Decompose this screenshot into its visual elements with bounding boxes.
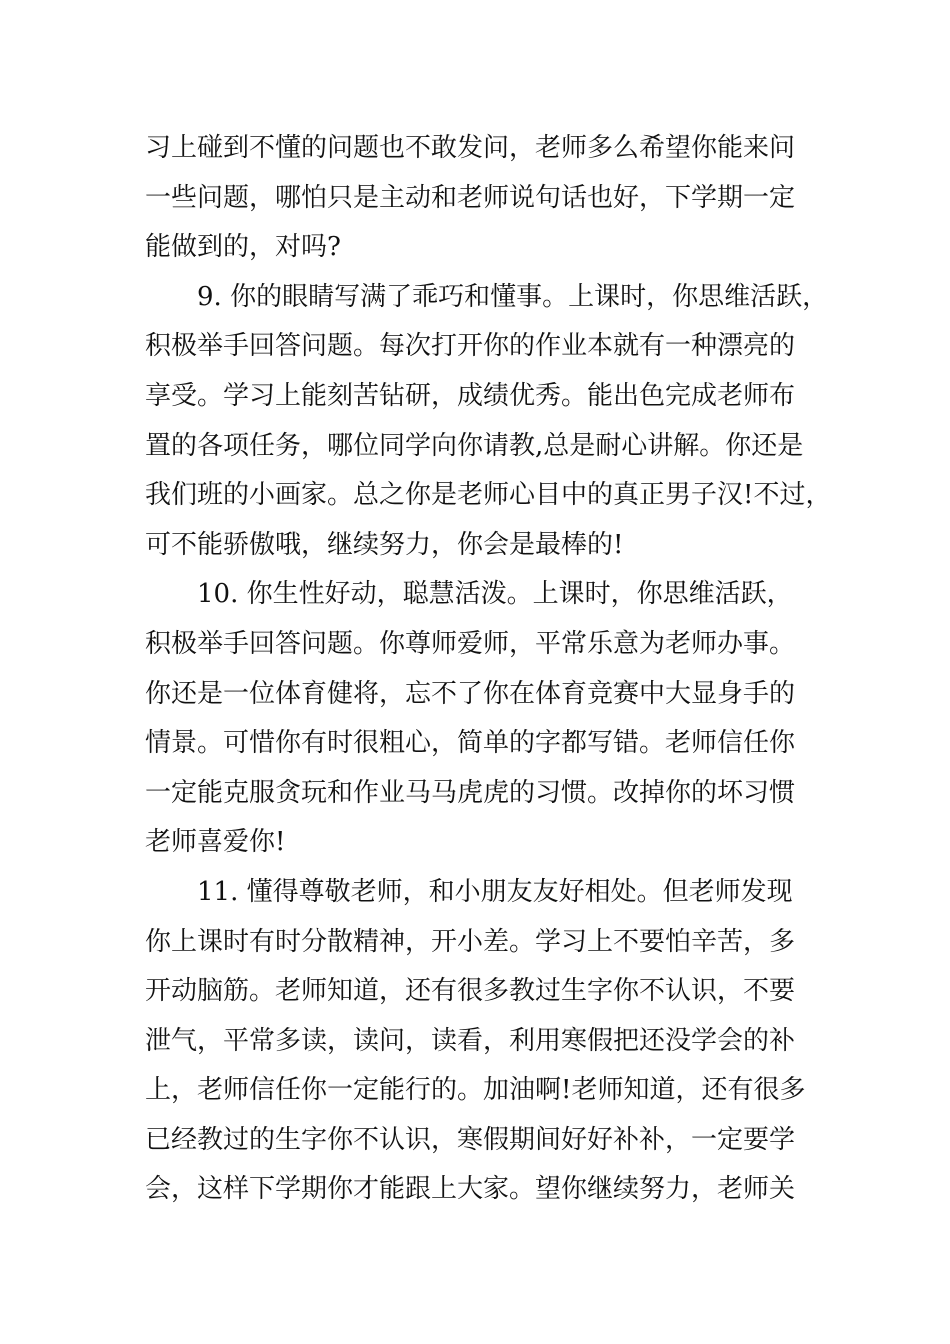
text-line: 你上课时有时分散精神，开小差。学习上不要怕辛苦，多	[145, 926, 796, 957]
paragraph-first-line: 10. 你生性好动，聪慧活泼。上课时，你思维活跃，	[197, 579, 793, 610]
text-line: 开动脑筋。老师知道，还有很多教过生字你不认识，不要	[145, 976, 796, 1007]
text-line: 置的各项任务，哪位同学向你请教,总是耐心讲解。你还是	[145, 430, 804, 461]
text-line: 能做到的，对吗?	[145, 232, 341, 263]
text-line: 你还是一位体育健将，忘不了你在体育竞赛中大显身手的	[145, 678, 796, 709]
text-line: 习上碰到不懂的问题也不敢发问，老师多么希望你能来问	[145, 133, 796, 163]
paragraph-first-line: 11. 懂得尊敬老师，和小朋友友好相处。但老师发现	[197, 876, 793, 907]
text-line: 上，老师信任你一定能行的。加油啊!老师知道，还有很多	[145, 1075, 806, 1106]
text-line: 可不能骄傲哦，继续努力，你会是最棒的!	[145, 529, 624, 560]
text-line: 积极举手回答问题。每次打开你的作业本就有一种漂亮的	[145, 331, 796, 362]
text-line: 积极举手回答问题。你尊师爱师，平常乐意为老师办事。	[145, 628, 796, 659]
text-line: 一些问题，哪怕只是主动和老师说句话也好，下学期一定	[145, 182, 796, 213]
text-line: 一定能克服贪玩和作业马马虎虎的习惯。改掉你的坏习惯	[145, 777, 796, 808]
paragraph-first-line: 9. 你的眼睛写满了乖巧和懂事。上课时，你思维活跃，	[197, 281, 829, 312]
text-line: 会，这样下学期你才能跟上大家。望你继续努力，老师关	[145, 1174, 796, 1205]
document-body	[145, 124, 835, 1215]
text-line: 情景。可惜你有时很粗心，简单的字都写错。老师信任你	[145, 728, 796, 759]
text-line: 我们班的小画家。总之你是老师心目中的真正男子汉!不过，	[145, 480, 832, 511]
text-line: 已经教过的生字你不认识，寒假期间好好补补，一定要学	[145, 1124, 796, 1155]
text-line: 泄气，平常多读，读问，读看，利用寒假把还没学会的补	[145, 1025, 796, 1056]
text-line: 老师喜爱你!	[145, 827, 286, 858]
text-line: 享受。学习上能刻苦钻研，成绩优秀。能出色完成老师布	[145, 380, 796, 411]
